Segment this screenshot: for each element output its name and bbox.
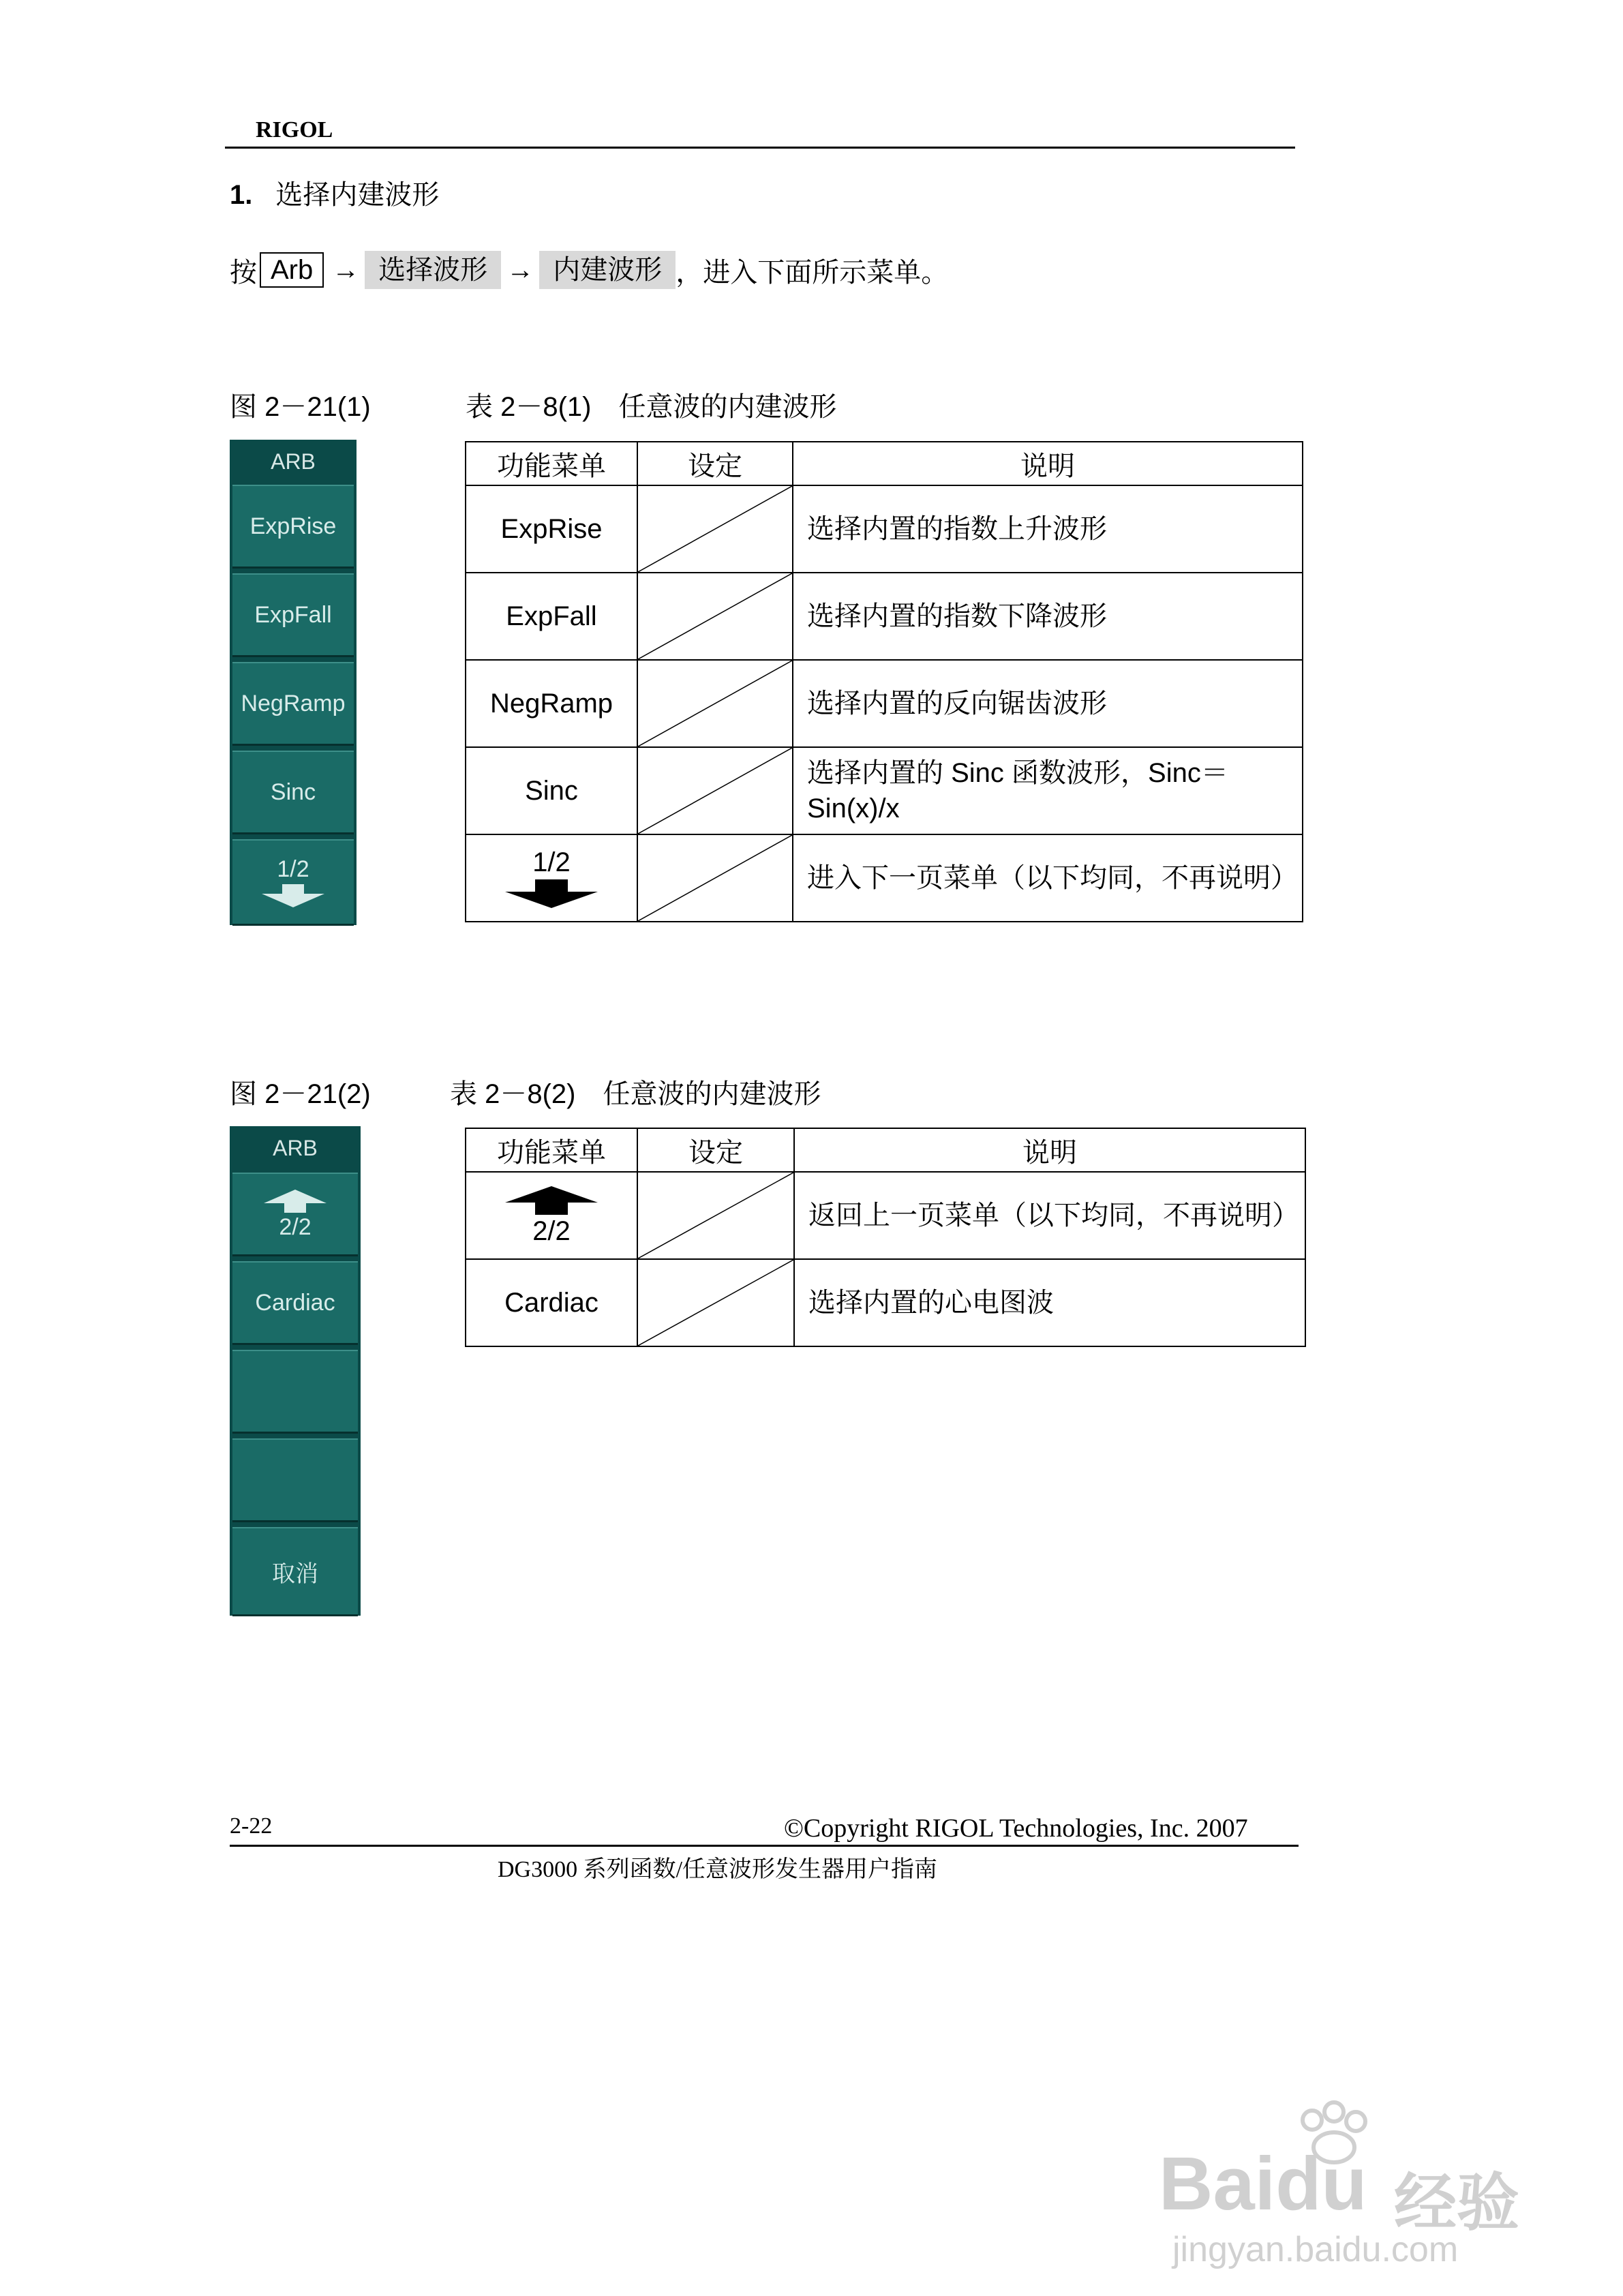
col-header-desc: 说明 (793, 442, 1303, 485)
instruction-line (230, 250, 948, 290)
page-indicator: 1/2 (277, 856, 309, 882)
instruction-suffix: ，进入下面所示菜单。 (676, 257, 949, 288)
arrow-right-icon: → (332, 254, 360, 285)
table-row (466, 1172, 1305, 1259)
panel-title: ARB (273, 1136, 318, 1160)
setting-cell (637, 485, 793, 573)
desc-cell: 选择内置的 Sinc 函数波形，Sinc＝Sin(x)/x (793, 747, 1303, 834)
exprise-softkey[interactable]: ExpRise (232, 485, 354, 569)
table-header-row (466, 1128, 1305, 1172)
menu-cell (466, 834, 637, 922)
col-header-setting: 设定 (637, 1128, 794, 1172)
arrow-right-icon: → (506, 254, 534, 285)
table-row (466, 747, 1303, 834)
blank-softkey-1[interactable] (232, 1350, 358, 1434)
table2-caption: 表 2－8(2) 任意波的内建波形 (450, 1079, 821, 1109)
header-rule (225, 147, 1295, 149)
setting-cell (637, 660, 793, 747)
page-number: 2-22 (230, 1813, 273, 1839)
header-brand: RIGOL (256, 117, 333, 142)
desc-cell: 选择内置的指数上升波形 (793, 485, 1303, 573)
desc-cell: 选择内置的指数下降波形 (793, 573, 1303, 660)
arrow-down-icon (504, 878, 599, 909)
section-number: 1. (230, 180, 253, 210)
menu-cell: ExpRise (466, 485, 637, 573)
cardiac-softkey[interactable]: Cardiac (232, 1261, 358, 1345)
col-header-desc: 说明 (794, 1128, 1305, 1172)
desc-cell: 返回上一页菜单（以下均同，不再说明） (794, 1172, 1305, 1259)
page-indicator: 1/2 (532, 847, 571, 877)
instruction-prefix: 按 (230, 257, 257, 288)
table-row (466, 1259, 1305, 1346)
setting-cell (637, 573, 793, 660)
next-page-softkey[interactable] (232, 839, 354, 926)
sinc-softkey[interactable]: Sinc (232, 751, 354, 834)
desc-cell: 选择内置的心电图波 (794, 1259, 1305, 1346)
figure1-caption: 图 2－21(1) (230, 392, 371, 422)
page-indicator: 2/2 (279, 1213, 312, 1240)
copyright: ©Copyright RIGOL Technologies, Inc. 2007 (784, 1814, 1248, 1843)
panel-title: ARB (271, 449, 316, 474)
setting-cell (637, 1259, 794, 1346)
footer-rule (230, 1845, 1299, 1847)
table2 (465, 1128, 1306, 1347)
watermark-brand: Baidu (1159, 2142, 1367, 2226)
table1-caption: 表 2－8(1) 任意波的内建波形 (466, 392, 837, 422)
table1 (465, 441, 1303, 922)
table-row (466, 834, 1303, 922)
prev-page-softkey[interactable] (232, 1173, 358, 1256)
arrow-up-icon (504, 1185, 599, 1216)
section-title-text: 选择内建波形 (275, 180, 440, 210)
arrow-down-icon (260, 883, 326, 909)
col-header-menu: 功能菜单 (466, 1128, 637, 1172)
col-header-menu: 功能菜单 (466, 442, 637, 485)
figure2-caption: 图 2－21(2) (230, 1079, 371, 1109)
watermark-label: 经验 (1394, 2169, 1520, 2238)
col-header-setting: 设定 (637, 442, 793, 485)
arb-menu-panel-1 (230, 440, 357, 925)
desc-cell: 进入下一页菜单（以下均同，不再说明） (793, 834, 1303, 922)
menu-cell (466, 1172, 637, 1259)
cancel-softkey[interactable]: 取消 (232, 1527, 358, 1616)
builtin-waveform-softkey: 内建波形 (539, 251, 676, 289)
menu-cell: Cardiac (466, 1259, 637, 1346)
table-row (466, 660, 1303, 747)
arrow-up-icon (262, 1188, 328, 1214)
desc-cell: 选择内置的反向锯齿波形 (793, 660, 1303, 747)
table-row (466, 485, 1303, 573)
menu-cell: ExpFall (466, 573, 637, 660)
expfall-softkey[interactable]: ExpFall (232, 573, 354, 657)
section-title (230, 173, 439, 212)
setting-cell (637, 834, 793, 922)
arb-menu-panel-2 (230, 1126, 361, 1616)
table-row (466, 573, 1303, 660)
table-header-row (466, 442, 1303, 485)
setting-cell (637, 747, 793, 834)
watermark-url: jingyan.baidu.com (1172, 2230, 1459, 2269)
blank-softkey-2[interactable] (232, 1438, 358, 1522)
arb-key: Arb (260, 252, 324, 288)
select-waveform-softkey: 选择波形 (365, 251, 501, 289)
guide-title: DG3000 系列函数/任意波形发生器用户指南 (498, 1857, 938, 1882)
menu-cell: Sinc (466, 747, 637, 834)
menu-cell: NegRamp (466, 660, 637, 747)
page-indicator: 2/2 (532, 1215, 571, 1246)
baidu-watermark (1159, 2100, 1541, 2269)
negramp-softkey[interactable]: NegRamp (232, 662, 354, 746)
setting-cell (637, 1172, 794, 1259)
